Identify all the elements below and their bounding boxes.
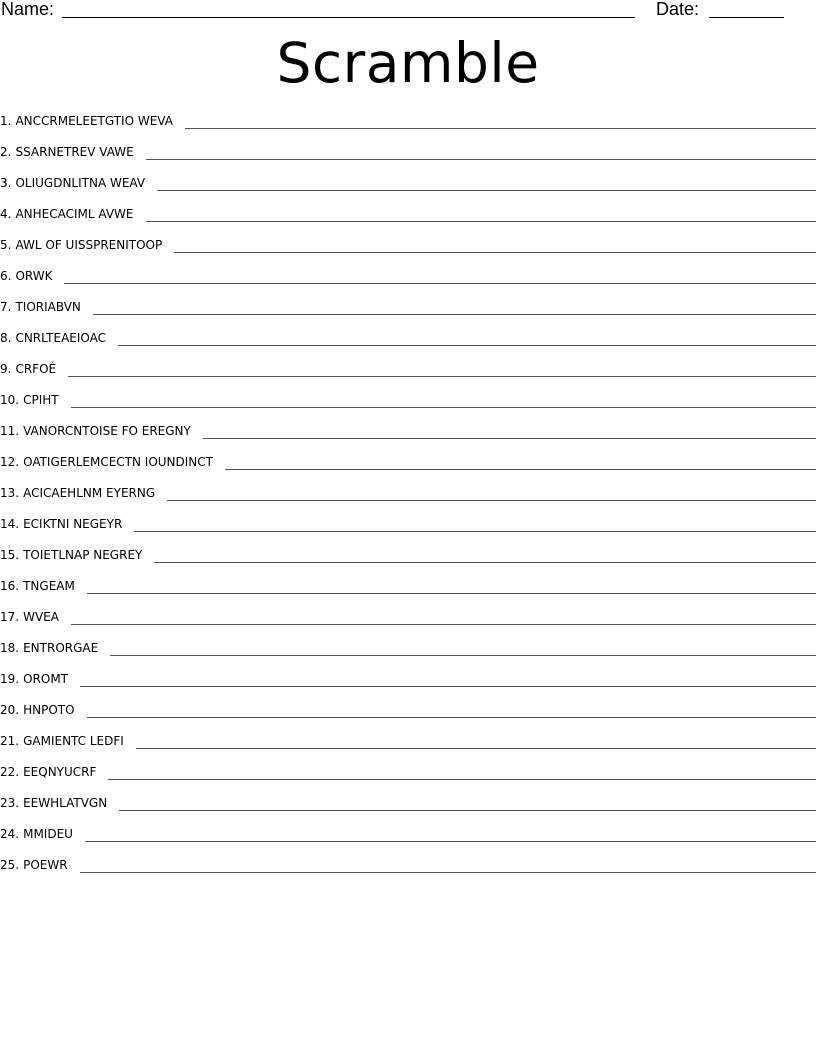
item-number: 25. [0,858,20,872]
date-label: Date: [656,0,700,19]
scrambled-word: ANHECACIML AVWE [15,207,134,221]
scrambled-word: CNRLTEAEIOAC [15,331,107,345]
scrambled-word: TIORIABVN [15,300,81,314]
item-number: 13. [0,486,20,500]
answer-line[interactable] [87,577,816,594]
item-number: 15. [0,548,20,562]
scrambled-word: EEQNYUCRF [23,765,97,779]
item-number: 22. [0,765,20,779]
item-number: 21. [0,734,20,748]
item-number: 12. [0,455,20,469]
answer-line[interactable] [146,143,816,160]
scramble-item [0,205,816,236]
scrambled-word: ACICAEHLNM EYERNG [23,486,156,500]
item-number: 1. [0,114,12,128]
scrambled-word: ANCCRMELEETGTIO WEVA [15,114,173,128]
scrambled-word: CRFOÉ [15,362,57,376]
scramble-list [0,112,816,887]
scramble-item [0,546,816,577]
answer-line[interactable] [136,732,816,749]
answer-line[interactable] [157,174,816,191]
item-number: 9. [0,362,12,376]
answer-line[interactable] [154,546,816,563]
header [0,0,816,24]
item-number: 14. [0,517,20,531]
scramble-item [0,484,816,515]
item-number: 8. [0,331,12,345]
scrambled-word: CPIHT [23,393,59,407]
scramble-item [0,174,816,205]
item-number: 23. [0,796,20,810]
scrambled-word: MMIDEU [23,827,73,841]
answer-line[interactable] [71,391,816,408]
item-number: 11. [0,424,20,438]
scramble-item [0,391,816,422]
scramble-item [0,763,816,794]
scramble-item [0,112,816,143]
answer-line[interactable] [80,670,816,687]
scramble-item [0,701,816,732]
scrambled-word: HNPOTO [23,703,75,717]
scrambled-word: OATIGERLEMCECTN IOUNDINCT [23,455,213,469]
scramble-item [0,639,816,670]
item-number: 17. [0,610,20,624]
scrambled-word: EEWHLATVGN [23,796,108,810]
item-number: 4. [0,207,12,221]
scrambled-word: OROMT [23,672,69,686]
scrambled-word: OLIUGDNLITNA WEAV [15,176,146,190]
scramble-item [0,732,816,763]
scramble-item [0,143,816,174]
item-number: 20. [0,703,20,717]
answer-line[interactable] [64,267,816,284]
scrambled-word: SSARNETREV VAWE [15,145,134,159]
answer-line[interactable] [185,112,816,129]
scrambled-word: AWL OF UISSPRENITOOP [15,238,163,252]
answer-line[interactable] [146,205,816,222]
answer-line[interactable] [174,236,816,253]
item-number: 16. [0,579,20,593]
scrambled-word: VANORCNTOISE FO EREGNY [23,424,191,438]
item-number: 3. [0,176,12,190]
item-number: 6. [0,269,12,283]
item-number: 10. [0,393,20,407]
item-number: 2. [0,145,12,159]
scrambled-word: ECIKTNI NEGEYR [23,517,123,531]
answer-line[interactable] [85,825,816,842]
scramble-item [0,515,816,546]
scrambled-word: POEWR [23,858,68,872]
scramble-item [0,577,816,608]
scramble-item [0,267,816,298]
answer-line[interactable] [110,639,816,656]
date-field-line[interactable] [709,17,784,18]
scramble-item [0,670,816,701]
scramble-item [0,453,816,484]
item-number: 19. [0,672,20,686]
scrambled-word: ORWK [15,269,53,283]
item-number: 7. [0,300,12,314]
answer-line[interactable] [118,329,816,346]
answer-line[interactable] [167,484,816,501]
answer-line[interactable] [203,422,816,439]
scrambled-word: TNGEAM [23,579,75,593]
scrambled-word: ENTRORGAE [23,641,99,655]
scramble-item [0,856,816,887]
item-number: 24. [0,827,20,841]
answer-line[interactable] [119,794,816,811]
scrambled-word: WVEA [23,610,59,624]
answer-line[interactable] [87,701,816,718]
item-number: 18. [0,641,20,655]
name-label: Name: [1,0,55,19]
scramble-item [0,360,816,391]
answer-line[interactable] [80,856,816,873]
name-field-line[interactable] [62,17,635,18]
scramble-item [0,298,816,329]
scrambled-word: GAMIENTC LEDFI [23,734,124,748]
scramble-item [0,422,816,453]
answer-line[interactable] [71,608,816,625]
item-number: 5. [0,238,12,252]
answer-line[interactable] [68,360,816,377]
answer-line[interactable] [225,453,816,470]
scramble-item [0,608,816,639]
scrambled-word: TOIETLNAP NEGREY [23,548,143,562]
scramble-item [0,825,816,856]
scramble-item [0,329,816,360]
scramble-item [0,236,816,267]
answer-line[interactable] [108,763,816,780]
answer-line[interactable] [93,298,816,315]
page-title: Scramble [276,31,540,95]
scramble-item [0,794,816,825]
answer-line[interactable] [134,515,816,532]
